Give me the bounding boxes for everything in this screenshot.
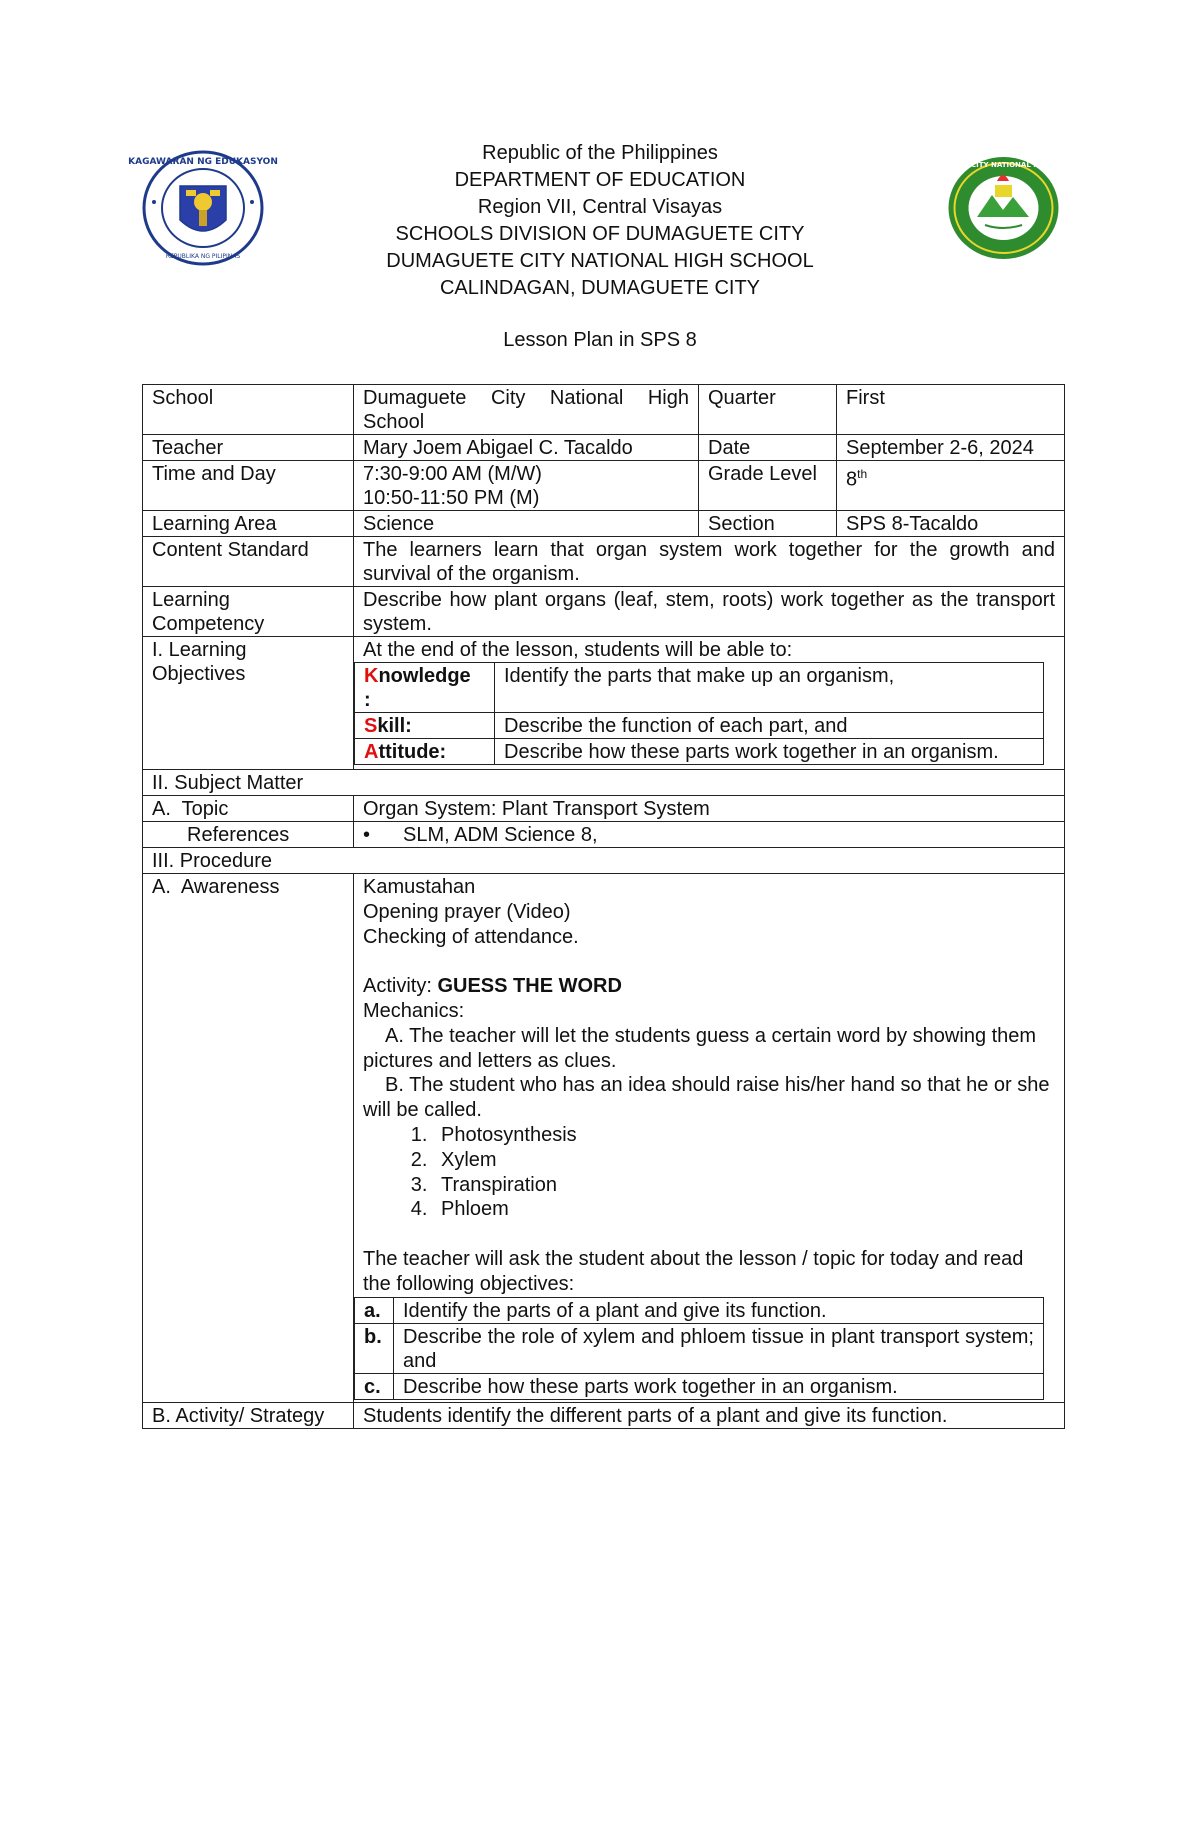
school-value: Dumaguete City National High School [354, 385, 699, 435]
content-standard-value: The learners learn that organ system work together for the growth and survival of the organism. [354, 537, 1065, 587]
table-row [143, 1402, 1065, 1428]
time-value-line: 7:30-9:00 AM (M/W) [363, 463, 542, 485]
competency-value: Describe how plant organs (leaf, stem, roots) work together as the transport system. [354, 587, 1065, 637]
header-line: CALINDAGAN, DUMAGUETE CITY [439, 277, 761, 299]
lesson-objectives-table [354, 1297, 1044, 1400]
references-value [354, 822, 1065, 848]
table-row [143, 796, 1065, 822]
objective-row [355, 1373, 1044, 1399]
subject-matter-heading: II. Subject Matter [143, 770, 1065, 796]
awareness-line: Kamustahan [363, 876, 476, 898]
list-item: 4. Phloem [433, 1197, 1055, 1222]
table-row [143, 587, 1065, 637]
objective-domain [355, 713, 495, 739]
date-label: Date [699, 435, 837, 461]
objective-row [355, 713, 1044, 739]
mechanics-label: Mechanics: [363, 999, 465, 1022]
domain-rest: nowledge [378, 665, 471, 687]
header-lines [300, 140, 900, 302]
references-label-text: References [187, 824, 290, 846]
grade-label: Grade Level [699, 461, 837, 511]
domain-rest: ttitude: [378, 741, 447, 763]
activity-title [363, 974, 1055, 999]
objectives-intro: At the end of the lesson, students will be able to: [363, 639, 793, 661]
list-item: 3. Transpiration [433, 1173, 1055, 1198]
objectives-label: I. Learning Objectives [143, 637, 354, 770]
page-title: Lesson Plan in SPS 8 [503, 329, 697, 351]
objective-letter: c. [355, 1373, 394, 1399]
references-text: SLM, ADM Science 8, [403, 824, 598, 846]
competency-label: Learning Competency [143, 587, 354, 637]
table-row [143, 461, 1065, 511]
activity-strategy-value: Students identify the different parts of a plant and give its function. [354, 1402, 1065, 1428]
activity-strategy-label [143, 1402, 354, 1428]
section-label: Section [699, 511, 837, 537]
mechanics-a [363, 1024, 1055, 1074]
objective-domain [355, 739, 495, 765]
dcnhs-seal-logo [918, 155, 1089, 261]
header-line: DEPARTMENT OF EDUCATION [454, 169, 746, 191]
awareness-content [354, 874, 1065, 1403]
grade-suffix: th [857, 467, 868, 481]
mechanics-b-text: B. The student who has an idea should raise his/her hand so that he or she will be called. [363, 1074, 1050, 1122]
grade-value [837, 461, 1065, 511]
mechanics-a-text: A. The teacher will let the students guess a certain word by showing them pictures and letters as clues. [363, 1024, 1037, 1072]
objective-text: Identify the parts that make up an organism, [495, 663, 1044, 713]
procedure-heading: III. Procedure [143, 848, 1065, 874]
awareness-line: Checking of attendance. [363, 925, 579, 948]
table-row [143, 435, 1065, 461]
objective-row [355, 1297, 1044, 1323]
objective-text: Describe how these parts work together in an organism. [495, 739, 1044, 765]
objective-row [355, 1323, 1044, 1373]
objective-letter: b. [355, 1323, 394, 1373]
time-label: Time and Day [143, 461, 354, 511]
activity-name: GUESS THE WORD [437, 975, 622, 998]
header-line: Region VII, Central Visayas [477, 196, 723, 218]
time-value [354, 461, 699, 511]
date-value: September 2-6, 2024 [837, 435, 1065, 461]
objective-text: Identify the parts of a plant and give its function. [394, 1297, 1044, 1323]
table-row [143, 848, 1065, 874]
content-standard-label: Content Standard [143, 537, 354, 587]
objective-text: Describe the role of xylem and phloem tissue in plant transport system; and [394, 1323, 1044, 1373]
list-item: 1. Photosynthesis [433, 1123, 1055, 1148]
bullet-icon: • [363, 824, 371, 846]
table-row [143, 385, 1065, 435]
header-line: Republic of the Philippines [482, 142, 718, 164]
table-row [143, 874, 1065, 1403]
activity-prefix: Activity: [363, 975, 438, 998]
objective-text: Describe the function of each part, and [495, 713, 1044, 739]
objective-row [355, 663, 1044, 713]
table-row [143, 511, 1065, 537]
mechanics-b [363, 1073, 1055, 1123]
teacher-value: Mary Joem Abigael C. Tacaldo [354, 435, 699, 461]
objective-domain [355, 663, 495, 713]
activity-strategy-label-text: B. Activity/ Strategy [152, 1404, 325, 1427]
topic-label: A. Topic [143, 796, 354, 822]
table-row [143, 822, 1065, 848]
lesson-plan-table [142, 384, 1065, 1429]
svg-text:REPUBLIKA NG PILIPINAS: REPUBLIKA NG PILIPINAS [165, 253, 241, 260]
section-value: SPS 8-Tacaldo [837, 511, 1065, 537]
table-row [143, 770, 1065, 796]
quarter-label: Quarter [699, 385, 837, 435]
teacher-note: The teacher will ask the student about the lesson / topic for today and read the following objectives: [363, 1247, 1024, 1295]
domain-initial: K [364, 665, 379, 687]
objectives-table [354, 662, 1044, 765]
awareness-label: A. Awareness [143, 874, 354, 1403]
table-row [143, 537, 1065, 587]
quarter-value: First [837, 385, 1065, 435]
objectives-cell [354, 637, 1065, 770]
domain-rest: kill: [377, 715, 412, 737]
objective-text: Describe how these parts work together in an organism. [394, 1373, 1044, 1399]
domain-initial: A [364, 741, 379, 763]
deped-seal-logo [128, 150, 278, 266]
header-line: SCHOOLS DIVISION OF DUMAGUETE CITY [395, 223, 805, 245]
svg-text:DUMAGUETE CITY NATIONAL HIGH S: DUMAGUETE CITY NATIONAL HIGH SCHOOL [918, 161, 1089, 169]
area-value: Science [354, 511, 699, 537]
teacher-label: Teacher [143, 435, 354, 461]
table-row [143, 637, 1065, 770]
objective-letter: a. [355, 1297, 394, 1323]
list-item: 2. Xylem [433, 1148, 1055, 1173]
header-line: DUMAGUETE CITY NATIONAL HIGH SCHOOL [386, 250, 814, 272]
awareness-line: Opening prayer (Video) [363, 900, 571, 923]
school-label: School [143, 385, 354, 435]
grade-number: 8 [846, 468, 858, 491]
objective-row [355, 739, 1044, 765]
svg-text:KAGAWARAN NG EDUKASYON: KAGAWARAN NG EDUKASYON [128, 157, 278, 167]
topic-value: Organ System: Plant Transport System [354, 796, 1065, 822]
domain-colon: : [364, 689, 371, 711]
area-label: Learning Area [143, 511, 354, 537]
domain-initial: S [364, 715, 378, 737]
references-label [143, 822, 354, 848]
time-value-line: 10:50-11:50 PM (M) [363, 487, 540, 509]
guess-word-list [363, 1123, 1055, 1222]
